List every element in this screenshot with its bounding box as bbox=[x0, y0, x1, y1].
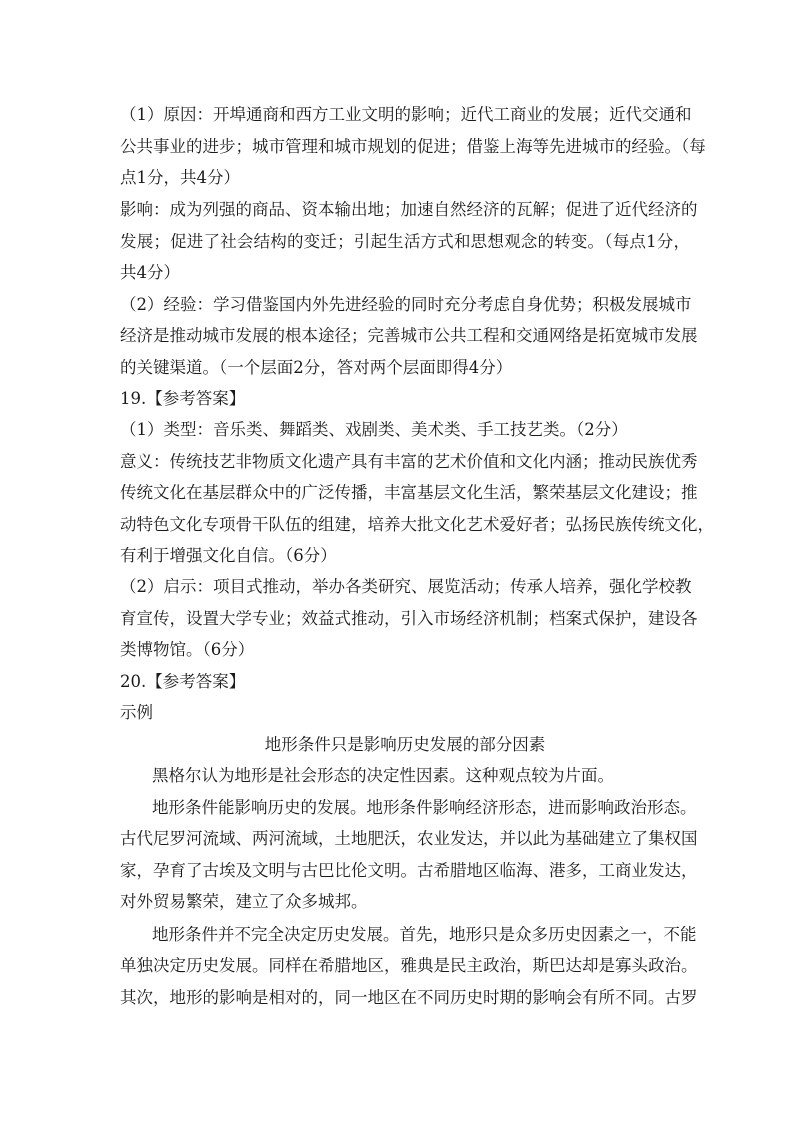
text-line: （2）启示：项目式推动，举办各类研究、展览活动；传承人培养，强化学校教 bbox=[120, 577, 692, 596]
essay-title: 地形条件只是影响历史发展的部分因素 bbox=[264, 735, 546, 754]
example-label: 示例 bbox=[120, 703, 153, 722]
text-line: 其次，地形的影响是相对的，同一地区在不同历史时期的影响会有所不同。古罗 bbox=[120, 988, 698, 1007]
text-line: 影响：成为列强的商品、资本输出地；加速自然经济的瓦解；促进了近代经济的 bbox=[120, 200, 698, 219]
text-line: （1）类型：音乐类、舞蹈类、戏剧类、美术类、手工技艺类。（2分） bbox=[120, 420, 628, 439]
text-line: 发展；促进了社会结构的变迁；引起生活方式和思想观念的转变。（每点1分， bbox=[120, 232, 690, 251]
text-line: 传统文化在基层群众中的广泛传播，丰富基层文化生活，繁荣基层文化建设；推 bbox=[120, 483, 698, 502]
text-line: 共4分） bbox=[120, 263, 180, 282]
text-line: 黑格尔认为地形是社会形态的决定性因素。这种观点较为片面。 bbox=[152, 766, 614, 785]
text-line: 动特色文化专项骨干队伍的组建，培养大批文化艺术爱好者；弘扬民族传统文化， bbox=[120, 515, 714, 534]
text-line: 单独决定历史发展。同样在希腊地区，雅典是民主政治，斯巴达却是寡头政治。 bbox=[120, 956, 698, 975]
section-heading-19: 19.【参考答案】 bbox=[120, 389, 246, 408]
text-line: 地形条件并不完全决定历史发展。首先，地形只是众多历史因素之一，不能 bbox=[152, 925, 697, 944]
text-line: 的关键渠道。（一个层面2分，答对两个层面即得4分） bbox=[120, 358, 513, 377]
text-line: 有利于增强文化自信。（6分） bbox=[120, 546, 337, 565]
text-line: （1）原因：开埠通商和西方工业文明的影响；近代工商业的发展；近代交通和 bbox=[120, 105, 692, 124]
text-line: 公共事业的进步；城市管理和城市规划的促进；借鉴上海等先进城市的经验。（每 bbox=[120, 137, 706, 156]
text-line: 意义：传统技艺非物质文化遗产具有丰富的艺术价值和文化内涵；推动民族优秀 bbox=[120, 452, 698, 471]
text-line: 古代尼罗河流域、两河流域，土地肥沃，农业发达，并以此为基础建立了集权国 bbox=[120, 829, 698, 848]
text-line: 家，孕育了古埃及文明与古巴比伦文明。古希腊地区临海、港多，工商业发达， bbox=[120, 861, 698, 880]
text-line: （2）经验：学习借鉴国内外先进经验的同时充分考虑自身优势；积极发展城市 bbox=[120, 295, 692, 314]
text-line: 对外贸易繁荣，建立了众多城邦。 bbox=[120, 892, 368, 911]
section-heading-20: 20.【参考答案】 bbox=[120, 672, 246, 691]
text-line: 地形条件能影响历史的发展。地形条件影响经济形态，进而影响政治形态。 bbox=[152, 798, 697, 817]
text-line: 经济是推动城市发展的根本途径；完善城市公共工程和交通网络是拓宽城市发展 bbox=[120, 326, 698, 345]
text-line: 类博物馆。（6分） bbox=[120, 640, 255, 659]
text-line: 育宣传，设置大学专业；效益式推动，引入市场经济机制；档案式保护，建设各 bbox=[120, 609, 698, 628]
text-line: 点1分，共4分） bbox=[120, 168, 240, 187]
